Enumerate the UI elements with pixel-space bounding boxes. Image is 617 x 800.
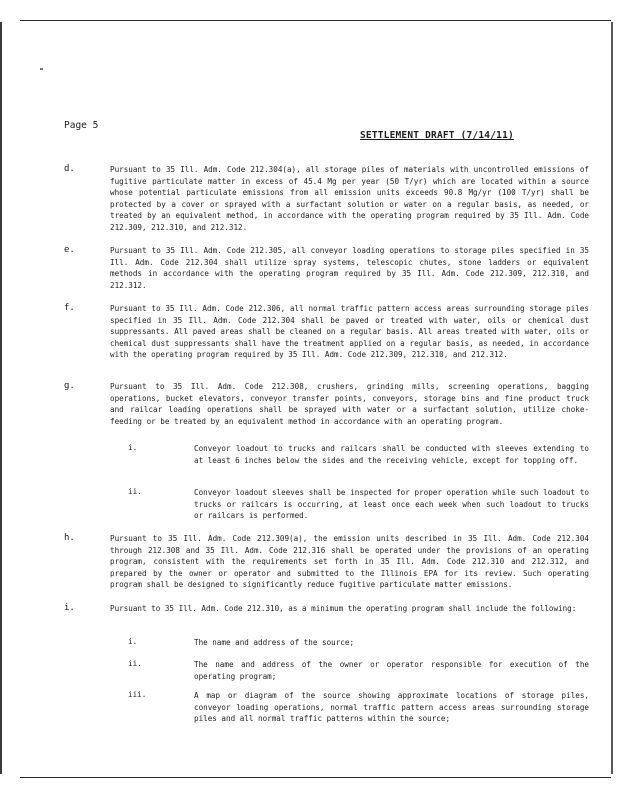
subparagraph-text: Conveyor loadout to trucks and railcars shall be conducted with sleeves extending to at least 6 inches below the sides and the receiving vehicle, except for topping off. bbox=[194, 444, 589, 465]
paragraph-text: Pursuant to 35 Ill. Adm. Code 212.309(a), the emission units described in 35 Ill. Adm. Code 212.304 through 212.308 and 35 Ill. Adm. Code 212.316 shall be operated under the provisions of an operating program, consistent with the requirements set forth in 35 Ill. Adm. Code 212.310 and 212.312, and prepared by the owner or operator and submitted to the Illinois EPA for its review. Such operating program shall be designed to significantly reduce fugitive particulate matter emissions. bbox=[110, 534, 589, 590]
subparagraph-numeral: ii. bbox=[128, 487, 142, 496]
bottom-scan-border bbox=[20, 777, 611, 778]
subparagraph-text: The name and address of the source; bbox=[194, 638, 355, 647]
paragraph-text: Pursuant to 35 Ill. Adm. Code 212.304(a), all storage piles of materials with uncontrolled emissions of fugitive particulate matter in excess of 45.4 Mg per year (50 T/yr) which are located within a source whose potential particulate emissions from all emission units exceeds 90.8 Mg/yr (100 T/yr) shall be protected by a cover or sprayed with a surfactant solution or water on a regular basis, as needed, or treated by an equivalent method, in accordance with the operating program required by 35 Ill. Adm. Code 212.309, 212.310, and 212.312. bbox=[110, 165, 589, 232]
paragraph-text: Pursuant to 35 Ill. Adm. Code 212.305, all conveyor loading operations to storage piles specified in 35 Ill. Adm. Code 212.304 shall utilize spray systems, telescopic chutes, stone ladders or equivalent methods in accordance with the operating program required by 35 Ill. Adm. Code 212.309, 212.310, and 212.312. bbox=[110, 246, 589, 290]
subparagraph-text: Conveyor loadout sleeves shall be inspected for proper operation while such loadout to trucks or railcars is occurring, at least once each week when such loadout to trucks or railcars is performed. bbox=[194, 488, 589, 521]
page-number: Page 5 bbox=[64, 120, 99, 131]
subparagraph-text: A map or diagram of the source showing approximate locations of storage piles, conveyor loading operations, normal traffic pattern access areas surrounding storage piles and all normal traffic patterns within the source; bbox=[194, 691, 589, 724]
settlement-draft-header: SETTLEMENT DRAFT (7/14/11) bbox=[360, 130, 514, 141]
subparagraph-numeral: i. bbox=[128, 637, 138, 646]
paragraph-letter: d. bbox=[64, 164, 75, 174]
subparagraph-numeral: iii. bbox=[128, 690, 147, 699]
subparagraph-numeral: i. bbox=[128, 443, 138, 452]
paragraph-letter: f. bbox=[64, 303, 75, 313]
right-scan-edge bbox=[611, 22, 613, 774]
scan-speck bbox=[40, 68, 43, 70]
paragraph-letter: i. bbox=[64, 603, 75, 613]
subparagraph-text: The name and address of the owner or operator responsible for execution of the operating program; bbox=[194, 660, 589, 681]
paragraph-text: Pursuant to 35 Ill. Adm. Code 212.306, all normal traffic pattern access areas surrounding storage piles specified in 35 Ill. Adm. Code 212.304 shall be paved or treated with water, oils or chemical dust suppressants. All paved areas shall be cleaned on a regular basis. All areas treated with water, oils or chemical dust suppressants shall have the treatment applied on a regular basis, as needed, in accordance with the operating program required by 35 Ill. Adm. Code 212.309, 212.310, and 212.312. bbox=[110, 304, 589, 360]
paragraph-letter: e. bbox=[64, 245, 75, 255]
paragraph-text: Pursuant to 35 Ill. Adm. Code 212.308, crushers, grinding mills, screening operations, bagging operations, bucket elevators, conveyor transfer points, conveyors, storage bins and fine product truck and railcar loading operations shall be sprayed with water or a surfactant solution, utilize choke-feeding or be treated by an equivalent method in accordance with an operating program. bbox=[110, 382, 589, 426]
top-scan-border bbox=[20, 20, 611, 21]
left-scan-edge bbox=[0, 22, 2, 774]
paragraph-text: Pursuant to 35 Ill. Adm. Code 212.310, as a minimum the operating program shall include the following: bbox=[110, 604, 577, 613]
paragraph-letter: h. bbox=[64, 533, 75, 543]
paragraph-letter: g. bbox=[64, 381, 75, 391]
subparagraph-numeral: ii. bbox=[128, 659, 142, 668]
